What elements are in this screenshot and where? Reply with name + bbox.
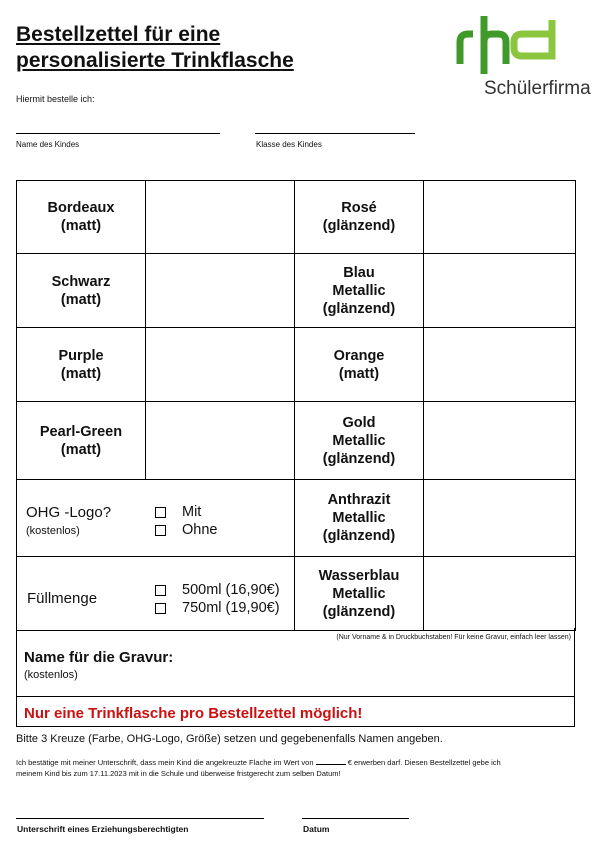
order-table — [16, 180, 576, 631]
table-row — [17, 557, 576, 631]
checkbox[interactable] — [155, 525, 166, 536]
logo — [436, 12, 594, 100]
color-finish: (matt) — [60, 218, 102, 234]
class-label: Klasse des Kindes — [256, 140, 322, 149]
check-cell-orange[interactable] — [424, 328, 576, 402]
color-name: Blau — [343, 264, 375, 281]
color-finish: (glänzend) — [322, 218, 396, 234]
signature-label: Unterschrift eines Erziehungsberechtigten — [17, 824, 189, 834]
color-type: Metallic — [332, 432, 386, 449]
check-cell-anthrazit-metallic[interactable] — [424, 480, 576, 557]
logo-option-yes[interactable] — [155, 503, 217, 521]
size-option-500[interactable] — [155, 581, 280, 599]
color-finish: (glänzend) — [322, 450, 396, 467]
title-line-2: personalisierte Trinkflasche — [16, 49, 294, 72]
table-row — [17, 480, 576, 557]
size-option-750-label: 750ml (19,90€) — [182, 600, 280, 616]
color-name: Orange — [333, 347, 385, 364]
logo-option-cell — [17, 480, 295, 557]
check-cell-gold-metallic[interactable] — [424, 402, 576, 480]
color-finish: (matt) — [338, 365, 380, 382]
warning-divider — [17, 696, 574, 697]
color-gold-metallic — [295, 402, 424, 480]
instruction-text: Bitte 3 Kreuze (Farbe, OHG-Logo, Größe) setzen und gegebenenfalls Namen angeben. — [16, 733, 443, 745]
checkbox[interactable] — [155, 585, 166, 596]
confirmation-part-2: € erwerben darf. Diesen Bestellzettel gebe ich — [347, 758, 501, 767]
title-line-1: Bestellzettel für eine — [16, 23, 221, 46]
confirmation-text — [16, 757, 586, 779]
color-type: Metallic — [332, 282, 386, 299]
color-finish: (glänzend) — [322, 528, 396, 544]
warning-text: Nur eine Trinkflasche pro Bestellzettel möglich! — [24, 705, 363, 722]
check-cell-rose[interactable] — [424, 181, 576, 254]
size-option-group — [155, 581, 280, 617]
size-option-500-label: 500ml (16,90€) — [182, 582, 280, 598]
color-finish: (matt) — [60, 441, 102, 458]
table-row — [17, 254, 576, 328]
engraving-sublabel: (kostenlos) — [24, 669, 78, 681]
table-row — [17, 402, 576, 480]
color-finish: (matt) — [60, 291, 102, 308]
engraving-box — [16, 628, 575, 727]
logo-text: Schülerfirma — [484, 78, 591, 99]
check-cell-blau-metallic[interactable] — [424, 254, 576, 328]
color-finish: (glänzend) — [322, 300, 396, 317]
color-finish: (matt) — [60, 365, 102, 382]
signature-line[interactable] — [16, 818, 264, 819]
date-label: Datum — [303, 824, 330, 834]
size-option-cell — [17, 557, 295, 631]
child-name-label: Name des Kindes — [16, 140, 80, 149]
ohg-logo-icon — [440, 12, 560, 78]
engraving-hint: (Nur Vorname & in Druckbuchstaben! Für keine Gravur, einfach leer lassen) — [336, 634, 571, 641]
date-line[interactable] — [302, 818, 409, 819]
logo-option-label: OHG -Logo? — [26, 504, 112, 521]
confirmation-part-1: Ich bestätige mit meiner Unterschrift, dass mein Kind die angekreuzte Flache im Wert von — [16, 758, 314, 767]
check-cell-purple[interactable] — [146, 328, 295, 402]
color-name: Gold — [342, 414, 376, 431]
color-name: Rosé — [341, 200, 377, 216]
color-purple — [17, 328, 146, 402]
intro-text: Hiermit bestelle ich: — [16, 94, 95, 104]
logo-option-no[interactable] — [155, 521, 217, 539]
logo-option-yes-label: Mit — [182, 504, 202, 520]
confirmation-line-1 — [16, 757, 586, 768]
table-row — [17, 328, 576, 402]
color-name: Schwarz — [51, 273, 111, 290]
color-name: Purple — [58, 347, 104, 364]
size-option-label: Füllmenge — [27, 590, 98, 607]
amount-blank[interactable] — [316, 757, 346, 765]
color-blau-metallic — [295, 254, 424, 328]
check-cell-wasserblau-metallic[interactable] — [424, 557, 576, 631]
color-type: Metallic — [332, 585, 386, 602]
color-name: Pearl-Green — [39, 423, 123, 440]
logo-option-no-label: Ohne — [182, 522, 218, 538]
engraving-label: Name für die Gravur: — [24, 649, 174, 666]
color-pearl-green — [17, 402, 146, 480]
color-anthrazit-metallic — [295, 480, 424, 557]
color-orange — [295, 328, 424, 402]
color-wasserblau-metallic — [295, 557, 424, 631]
size-option-750[interactable] — [155, 599, 280, 617]
child-name-line[interactable] — [16, 133, 220, 134]
color-schwarz — [17, 254, 146, 328]
logo-option-sublabel: (kostenlos) — [26, 525, 80, 537]
color-type: Metallic — [332, 510, 386, 526]
color-finish: (glänzend) — [322, 603, 396, 620]
color-name: Bordeaux — [47, 200, 115, 216]
color-name: Anthrazit — [327, 492, 391, 508]
check-cell-bordeaux[interactable] — [146, 181, 295, 254]
color-rose — [295, 181, 424, 254]
confirmation-line-2: meinem Kind bis zum 17.11.2023 mit in die Schule und überweise fristgerecht zum selben Datum! — [16, 769, 341, 778]
table-row — [17, 181, 576, 254]
check-cell-schwarz[interactable] — [146, 254, 295, 328]
color-name: Wasserblau — [318, 567, 400, 584]
page-title — [16, 22, 294, 74]
logo-option-group — [155, 503, 217, 539]
color-bordeaux — [17, 181, 146, 254]
check-cell-pearl-green[interactable] — [146, 402, 295, 480]
checkbox[interactable] — [155, 507, 166, 518]
checkbox[interactable] — [155, 603, 166, 614]
class-line[interactable] — [255, 133, 415, 134]
engraving-name-field[interactable] — [197, 648, 567, 694]
